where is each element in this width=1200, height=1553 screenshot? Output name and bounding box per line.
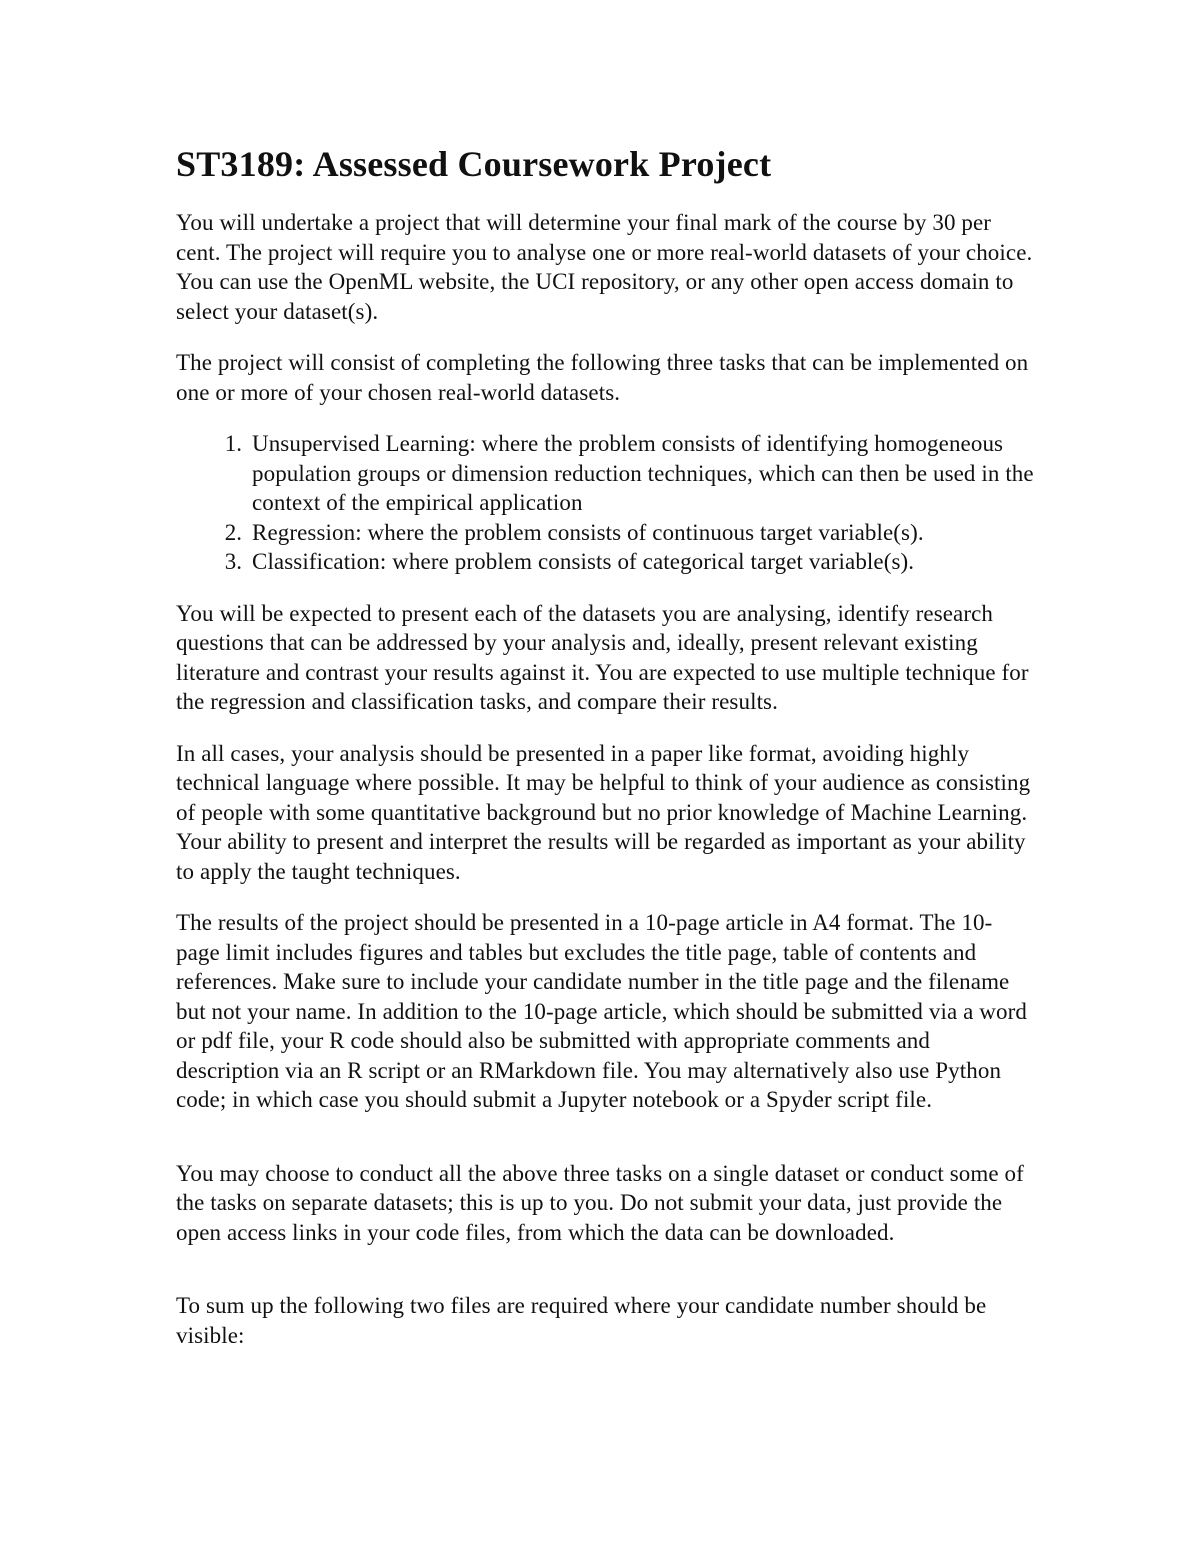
task-item-unsupervised: 1. Unsupervised Learning: where the problem consists of identifying homogeneous population groups or dimension reduction techniques, which can then be used in the context of the empirical application <box>248 429 1036 518</box>
task-list <box>176 429 1036 577</box>
intro-paragraph: You will undertake a project that will determine your final mark of the course by 30 per cent. The project will require you to analyse one or more real-world datasets of your choice. You can use the OpenML website, the UCI repository, or any other open access domain to select your dataset(s). <box>176 210 1033 324</box>
submission-paragraph: The results of the project should be presented in a 10-page article in A4 format. The 10-page limit includes figures and tables but excludes the title page, table of contents and references. Make sure to include your candidate number in the title page and the filename but not your name. In addition to the 10-page article, which should be submitted via a word or pdf file, your R code should also be submitted with appropriate comments and description via an R script or an RMarkdown file. You may alternatively also use Python code; in which case you should submit a Jupyter notebook or a Spyder script file. <box>176 910 1027 1112</box>
task-item-classification: 3. Classification: where problem consists of categorical target variable(s). <box>248 547 1036 577</box>
document-body <box>176 138 1036 1372</box>
tasks-intro-paragraph: The project will consist of completing the following three tasks that can be implemented on one or more of your chosen real-world datasets. <box>176 350 1029 405</box>
format-paragraph: In all cases, your analysis should be presented in a paper like format, avoiding highly technical language where possible. It may be helpful to think of your audience as consisting of people with some quantitative background but no prior knowledge of Machine Learning. Your ability to present and interpret the results will be regarded as important as your ability to apply the taught techniques. <box>176 740 1031 884</box>
page-title: ST3189: Assessed Coursework Project <box>176 144 772 184</box>
expectations-paragraph: You will be expected to present each of the datasets you are analysing, identify research questions that can be addressed by your analysis and, ideally, present relevant existing literature and contrast your results against it. You are expected to use multiple technique for the regression and classification tasks, and compare their results. <box>176 600 1029 714</box>
task-item-regression: 2. Regression: where the problem consists of continuous target variable(s). <box>248 518 1036 548</box>
datasets-paragraph: You may choose to conduct all the above three tasks on a single dataset or conduct some of the tasks on separate datasets; this is up to you. Do not submit your data, just provide the open access links in your code files, from which the data can be downloaded. <box>176 1160 1024 1245</box>
summary-paragraph: To sum up the following two files are required where your candidate number should be visible: <box>176 1293 987 1348</box>
